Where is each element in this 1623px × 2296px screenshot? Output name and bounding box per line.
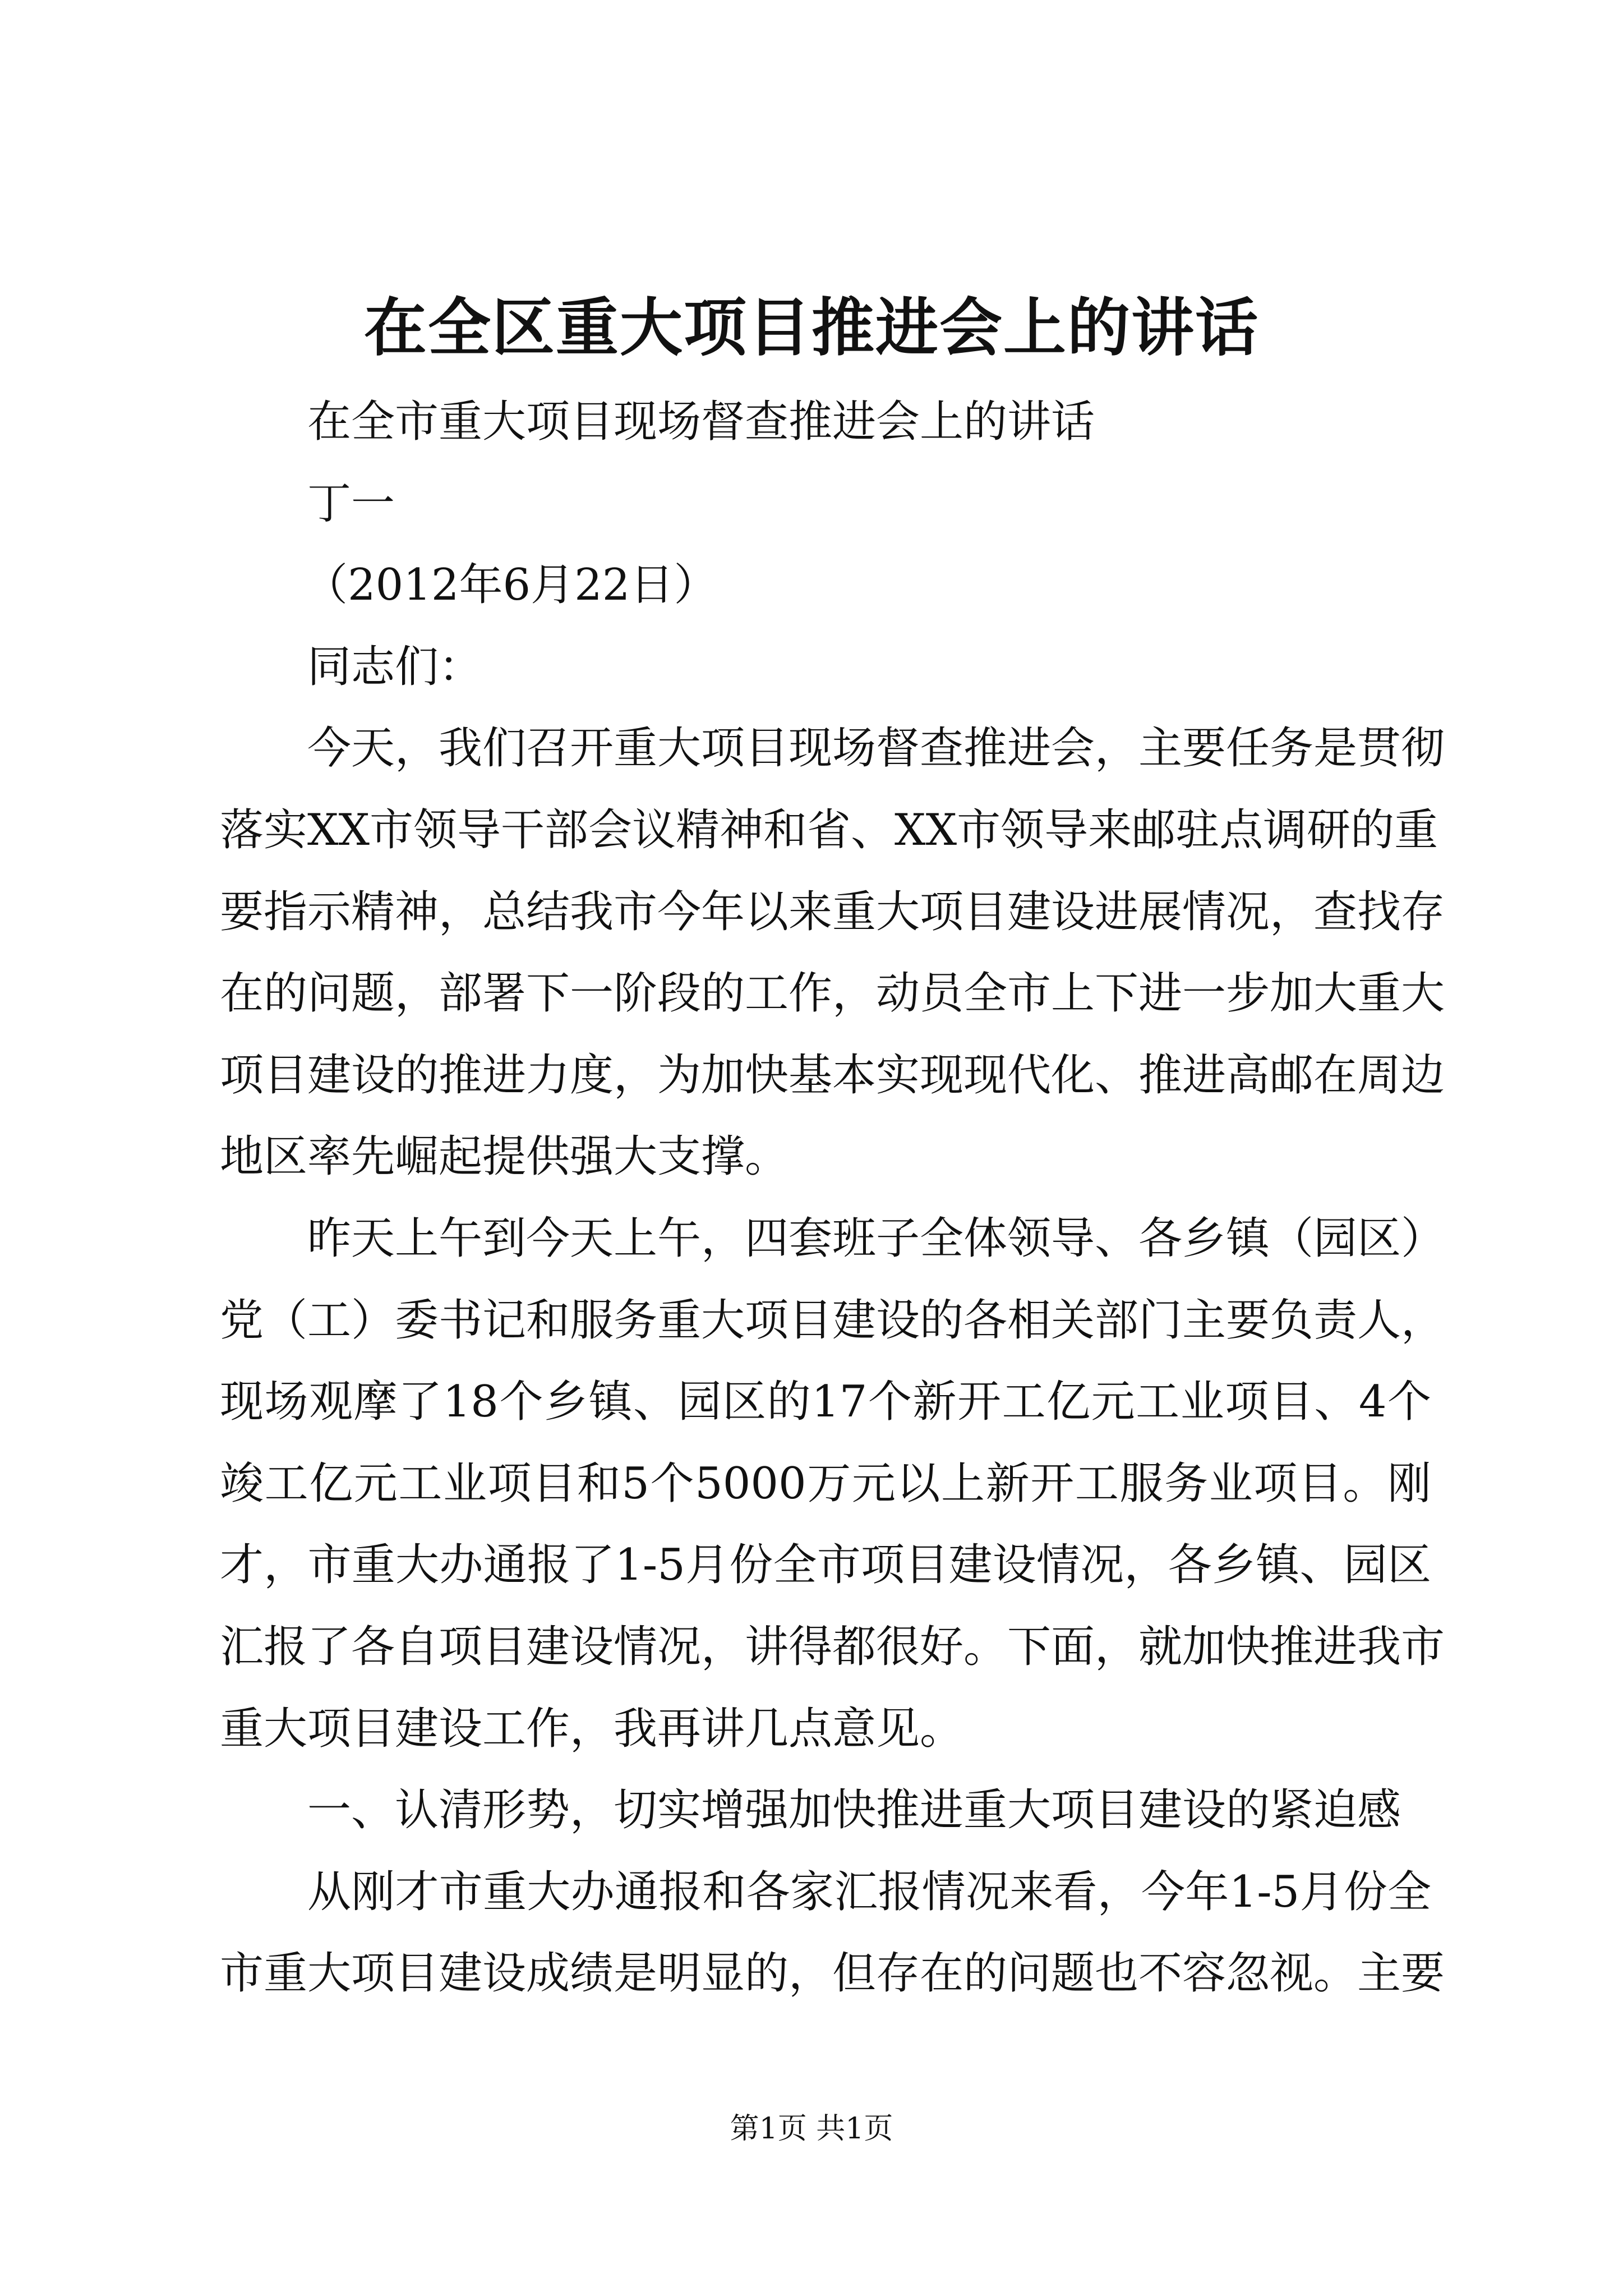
paragraph-line: 今天，我们召开重大项目现场督查推进会，主要任务是贯彻	[307, 723, 1445, 774]
paragraph-line: 汇报了各自项目建设情况，讲得都很好。下面，就加快推进我市	[220, 1621, 1445, 1672]
paragraph-line: 市重大项目建设成绩是明显的，但存在的问题也不容忽视。主要	[220, 1948, 1445, 1999]
page-footer: 第1页 共1页	[730, 2112, 893, 2146]
paragraph-line: 昨天上午到今天上午，四套班子全体领导、各乡镇（园区）	[307, 1213, 1445, 1264]
paragraph-line: 重大项目建设工作，我再讲几点意见。	[220, 1703, 964, 1754]
paragraph-line: 竣工亿元工业项目和5个5000万元以上新开工服务业项目。刚	[220, 1458, 1431, 1509]
paragraph-line: 从刚才市重大办通报和各家汇报情况来看，今年1-5月份全	[307, 1866, 1431, 1917]
salutation: 同志们：	[307, 641, 483, 692]
document-body	[220, 381, 1445, 2015]
paragraph-line: 党（工）委书记和服务重大项目建设的各相关部门主要负责人，	[220, 1295, 1445, 1346]
paragraph-line: 地区率先崛起提供强大支撑。	[220, 1131, 789, 1182]
speech-date: （2012年6月22日）	[304, 560, 718, 611]
section-heading: 一、认清形势，切实增强加快推进重大项目建设的紧迫感	[307, 1785, 1401, 1836]
paragraph-line: 项目建设的推进力度，为加快基本实现现代化、推进高邮在周边	[220, 1050, 1445, 1101]
paragraph-line: 现场观摩了18个乡镇、园区的17个新开工亿元工业项目、4个	[220, 1377, 1431, 1428]
document-title: 在全区重大项目推进会上的讲话	[364, 291, 1259, 365]
paragraph-line: 落实XX市领导干部会议精神和省、XX市领导来邮驻点调研的重	[220, 804, 1438, 855]
speaker-name: 丁一	[307, 478, 395, 529]
speech-subtitle: 在全市重大项目现场督查推进会上的讲话	[307, 397, 1095, 447]
paragraph-line: 才，市重大办通报了1-5月份全市项目建设情况，各乡镇、园区	[220, 1540, 1431, 1591]
paragraph-line: 在的问题，部署下一阶段的工作，动员全市上下进一步加大重大	[220, 968, 1445, 1019]
paragraph-line: 要指示精神，总结我市今年以来重大项目建设进展情况，查找存	[220, 886, 1445, 937]
